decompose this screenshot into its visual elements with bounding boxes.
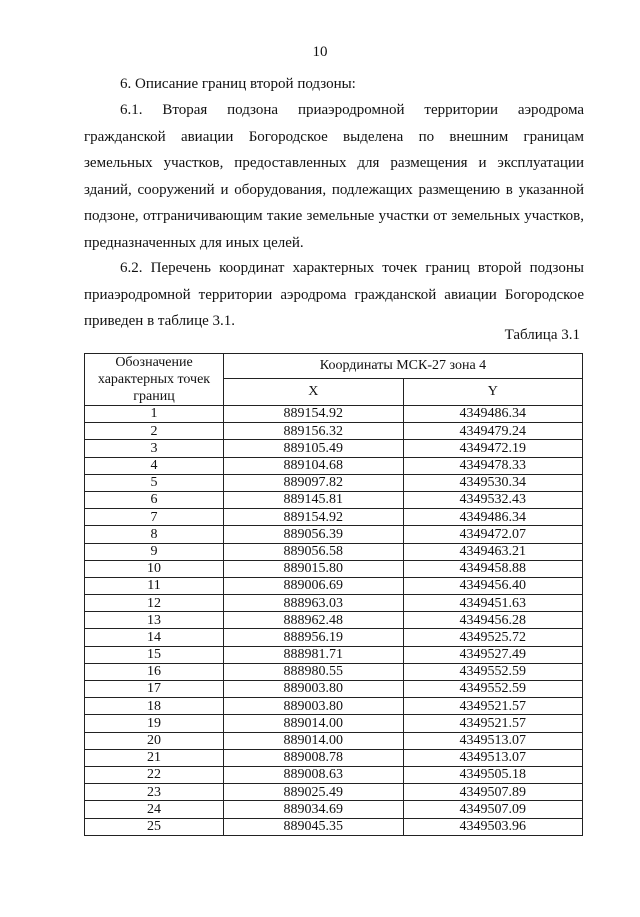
y-coordinate-cell: 4349552.59 — [403, 663, 583, 680]
x-coordinate-cell: 889156.32 — [224, 423, 404, 440]
table-row — [85, 543, 583, 560]
point-number-cell: 15 — [85, 646, 224, 663]
table-row — [85, 509, 583, 526]
y-coordinate-cell: 4349456.28 — [403, 612, 583, 629]
table-row — [85, 732, 583, 749]
x-coordinate-cell: 889105.49 — [224, 440, 404, 457]
table-row — [85, 577, 583, 594]
header-point-designation: Обозначение характерных точек границ — [85, 354, 224, 406]
y-coordinate-cell: 4349451.63 — [403, 595, 583, 612]
point-number-cell: 9 — [85, 543, 224, 560]
point-number-cell: 24 — [85, 801, 224, 818]
y-coordinate-cell: 4349513.07 — [403, 732, 583, 749]
x-coordinate-cell: 889104.68 — [224, 457, 404, 474]
table-row — [85, 663, 583, 680]
x-coordinate-cell: 889097.82 — [224, 474, 404, 491]
x-coordinate-cell: 888956.19 — [224, 629, 404, 646]
table-row — [85, 423, 583, 440]
table-row — [85, 440, 583, 457]
table-row — [85, 595, 583, 612]
paragraph-6-1-text: 6.1. Вторая подзона приаэродромной территории аэродрома гражданской авиации Богородское выделена по внешним границам земельных участков, предоставленных для размещения и эксплуатации зданий, сооружений и оборудования, подлежащих размещению в указанной подзоне, отграничивающим такие земельные участки от земельных участков, предназначенных для иных целей. — [84, 102, 584, 251]
y-coordinate-cell: 4349503.96 — [403, 818, 583, 835]
table-row — [85, 715, 583, 732]
point-number-cell: 12 — [85, 595, 224, 612]
header-x: X — [224, 378, 404, 405]
y-coordinate-cell: 4349456.40 — [403, 577, 583, 594]
table-row — [85, 457, 583, 474]
y-coordinate-cell: 4349513.07 — [403, 749, 583, 766]
x-coordinate-cell: 889034.69 — [224, 801, 404, 818]
x-coordinate-cell: 888962.48 — [224, 612, 404, 629]
point-number-cell: 20 — [85, 732, 224, 749]
point-number-cell: 22 — [85, 766, 224, 783]
table-row — [85, 801, 583, 818]
x-coordinate-cell: 889015.80 — [224, 560, 404, 577]
point-number-cell: 6 — [85, 491, 224, 508]
point-number-cell: 3 — [85, 440, 224, 457]
y-coordinate-cell: 4349552.59 — [403, 681, 583, 698]
point-number-cell: 2 — [85, 423, 224, 440]
point-number-cell: 13 — [85, 612, 224, 629]
point-number-cell: 14 — [85, 629, 224, 646]
paragraph-6-1 — [84, 97, 584, 256]
y-coordinate-cell: 4349486.34 — [403, 509, 583, 526]
table-row — [85, 474, 583, 491]
point-number-cell: 25 — [85, 818, 224, 835]
table-row — [85, 406, 583, 423]
x-coordinate-cell: 888980.55 — [224, 663, 404, 680]
y-coordinate-cell: 4349507.09 — [403, 801, 583, 818]
x-coordinate-cell: 889056.39 — [224, 526, 404, 543]
table-row — [85, 749, 583, 766]
y-coordinate-cell: 4349472.19 — [403, 440, 583, 457]
table-row — [85, 560, 583, 577]
point-number-cell: 23 — [85, 784, 224, 801]
x-coordinate-cell: 889056.58 — [224, 543, 404, 560]
y-coordinate-cell: 4349479.24 — [403, 423, 583, 440]
point-number-cell: 4 — [85, 457, 224, 474]
table-row — [85, 784, 583, 801]
x-coordinate-cell: 889014.00 — [224, 715, 404, 732]
y-coordinate-cell: 4349532.43 — [403, 491, 583, 508]
point-number-cell: 19 — [85, 715, 224, 732]
x-coordinate-cell: 889045.35 — [224, 818, 404, 835]
x-coordinate-cell: 889008.63 — [224, 766, 404, 783]
point-number-cell: 10 — [85, 560, 224, 577]
x-coordinate-cell: 889014.00 — [224, 732, 404, 749]
x-coordinate-cell: 889008.78 — [224, 749, 404, 766]
table-row — [85, 629, 583, 646]
y-coordinate-cell: 4349463.21 — [403, 543, 583, 560]
point-number-cell: 17 — [85, 681, 224, 698]
x-coordinate-cell: 889145.81 — [224, 491, 404, 508]
table-row — [85, 698, 583, 715]
coordinates-table — [84, 353, 583, 836]
x-coordinate-cell: 889006.69 — [224, 577, 404, 594]
table-row — [85, 491, 583, 508]
header-coordinates: Координаты МСК-27 зона 4 — [224, 354, 583, 379]
table-body — [85, 406, 583, 836]
y-coordinate-cell: 4349486.34 — [403, 406, 583, 423]
table-row — [85, 766, 583, 783]
y-coordinate-cell: 4349527.49 — [403, 646, 583, 663]
point-number-cell: 18 — [85, 698, 224, 715]
point-number-cell: 5 — [85, 474, 224, 491]
y-coordinate-cell: 4349525.72 — [403, 629, 583, 646]
x-coordinate-cell: 888981.71 — [224, 646, 404, 663]
x-coordinate-cell: 889025.49 — [224, 784, 404, 801]
paragraph-6-2 — [84, 255, 584, 335]
table-row — [85, 526, 583, 543]
x-coordinate-cell: 889154.92 — [224, 509, 404, 526]
paragraph-6-2-text: 6.2. Перечень координат характерных точек границ второй подзоны приаэродромной территории аэродрома гражданской авиации Богородское приведен в таблице 3.1. — [84, 260, 584, 329]
y-coordinate-cell: 4349507.89 — [403, 784, 583, 801]
y-coordinate-cell: 4349530.34 — [403, 474, 583, 491]
y-coordinate-cell: 4349521.57 — [403, 698, 583, 715]
point-number-cell: 11 — [85, 577, 224, 594]
x-coordinate-cell: 888963.03 — [224, 595, 404, 612]
point-number-cell: 7 — [85, 509, 224, 526]
section-heading: 6. Описание границ второй подзоны: — [120, 76, 356, 92]
y-coordinate-cell: 4349521.57 — [403, 715, 583, 732]
table-row — [85, 818, 583, 835]
table-row — [85, 646, 583, 663]
table-caption: Таблица 3.1 — [504, 327, 580, 343]
y-coordinate-cell: 4349505.18 — [403, 766, 583, 783]
x-coordinate-cell: 889154.92 — [224, 406, 404, 423]
x-coordinate-cell: 889003.80 — [224, 681, 404, 698]
x-coordinate-cell: 889003.80 — [224, 698, 404, 715]
point-number-cell: 8 — [85, 526, 224, 543]
y-coordinate-cell: 4349458.88 — [403, 560, 583, 577]
table-row — [85, 681, 583, 698]
header-y: Y — [403, 378, 583, 405]
point-number-cell: 1 — [85, 406, 224, 423]
table-row — [85, 612, 583, 629]
y-coordinate-cell: 4349478.33 — [403, 457, 583, 474]
point-number-cell: 16 — [85, 663, 224, 680]
point-number-cell: 21 — [85, 749, 224, 766]
y-coordinate-cell: 4349472.07 — [403, 526, 583, 543]
page-number: 10 — [312, 44, 328, 60]
